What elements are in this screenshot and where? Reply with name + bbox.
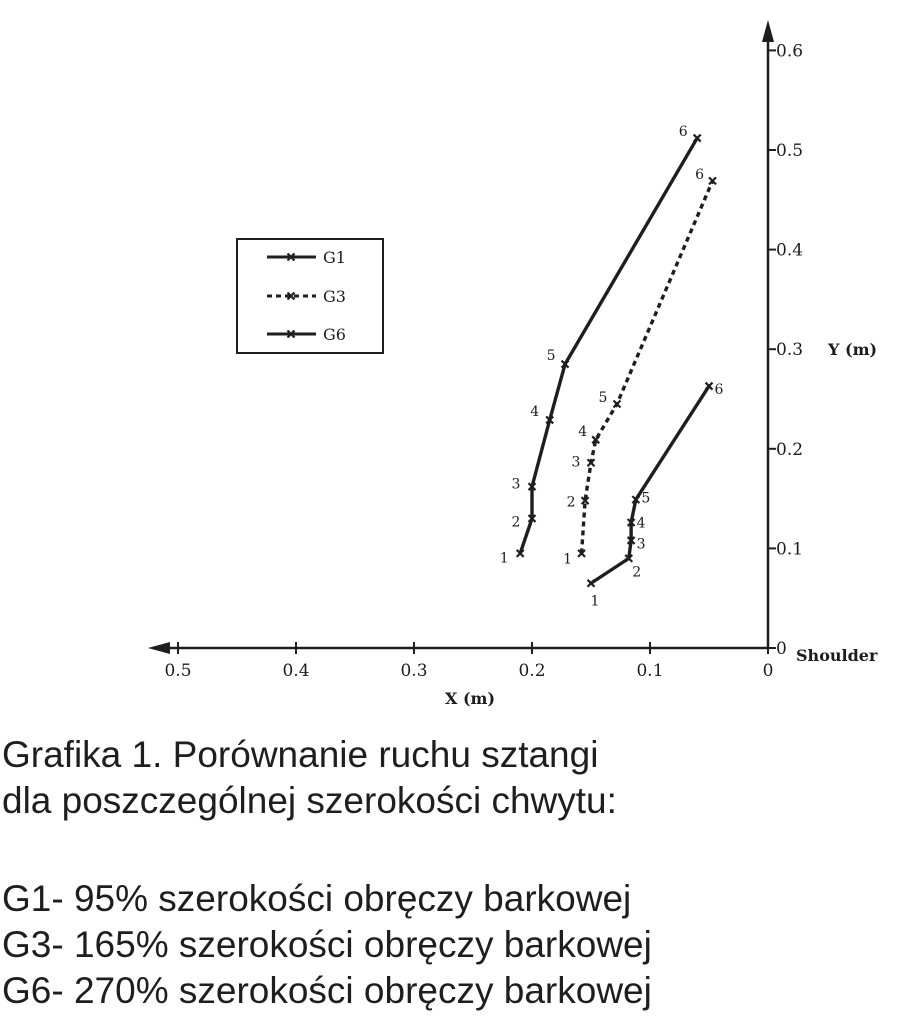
figure-caption [2, 732, 617, 824]
point-label: 1 [563, 551, 573, 568]
point-label: 3 [511, 476, 521, 493]
point-label: 5 [598, 389, 608, 406]
axes [148, 20, 878, 708]
point-label: 4 [578, 423, 588, 440]
y-tick-label: 0.5 [776, 141, 804, 161]
y-tick-label: 0.1 [776, 539, 804, 560]
series-line [520, 138, 697, 553]
point-label: 2 [566, 494, 576, 511]
x-axis-arrow [148, 642, 170, 654]
point-label: 4 [530, 403, 540, 420]
x-tick-label: 0.4 [282, 661, 310, 681]
point-label: 5 [546, 348, 556, 365]
y-tick-label: 0 [776, 639, 787, 659]
x-tick-label: 0.5 [164, 661, 192, 681]
point-label: 2 [632, 564, 642, 581]
point-label: 6 [714, 382, 724, 399]
y-tick-label: 0.4 [776, 240, 804, 261]
legend-label: G6 [323, 325, 346, 344]
point-label: 5 [641, 490, 651, 507]
point-label: 1 [590, 593, 600, 610]
y-tick-label: 0.2 [776, 439, 804, 460]
point-label: 6 [678, 124, 688, 141]
y-axis-arrow [762, 20, 774, 42]
y-axis-title: Y (m) [828, 340, 878, 360]
caption-g1: G1- 95% szerokości obręczy barkowej [2, 878, 632, 919]
x-tick-label: 0.3 [400, 661, 428, 681]
point-label: 3 [636, 536, 646, 553]
series-line [591, 386, 709, 583]
caption-line: Grafika 1. Porównanie ruchu sztangi [2, 734, 599, 775]
x-axis-title: X (m) [444, 689, 496, 708]
legend-label: G1 [323, 248, 346, 267]
point-label: 1 [499, 550, 509, 567]
point-label: 4 [636, 515, 646, 532]
caption-g6: G6- 270% szerokości obręczy barkowej [2, 970, 652, 1011]
x-tick-label: 0.1 [636, 661, 664, 681]
caption-line: dla poszczególnej szerokości chwytu: [2, 780, 617, 821]
series-layer [500, 124, 724, 609]
series-g1 [500, 124, 701, 566]
x-tick-label: 0 [762, 661, 774, 681]
point-label: 3 [571, 454, 581, 471]
origin-label: Shoulder [796, 646, 878, 665]
legend-label: G3 [323, 287, 346, 306]
point-label: 2 [511, 514, 521, 531]
caption-grip-widths [2, 876, 652, 1014]
point-label: 6 [695, 166, 705, 183]
caption-g3: G3- 165% szerokości obręczy barkowej [2, 924, 652, 965]
series-g3 [563, 167, 716, 568]
x-tick-label: 0.2 [518, 661, 546, 681]
y-tick-label: 0.3 [776, 340, 804, 361]
series-g6 [588, 382, 724, 609]
y-tick-label: 0.6 [776, 41, 804, 62]
legend [237, 239, 383, 353]
